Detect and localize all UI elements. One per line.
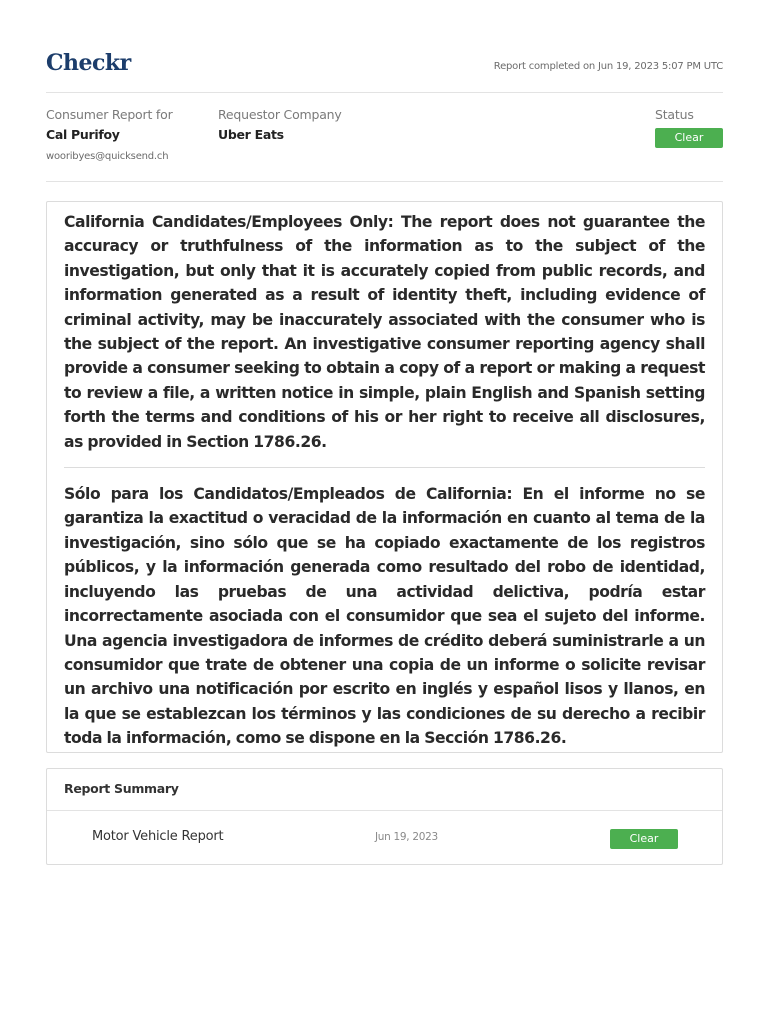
consumer-name: Cal Purifoy — [46, 127, 120, 142]
disclosure-english: California Candidates/Employees Only: The report does not guarantee the accuracy or truthfulness of the information as to the subject of the investigation, but only that it is accurately copied from public records, and information generated as a result of identity theft, including evidence of criminal activity, may be inaccurately associated with the consumer who is the subject of the report. An investigative consumer reporting agency shall provide a consumer seeking to obtain a copy of a report or making a request to review a file, a written notice in simple, plain English and Spanish setting forth the terms and conditions of his or her right to receive all disclosures, as provided in Section 1786.26. — [64, 213, 705, 451]
requestor-label: Requestor Company — [218, 107, 342, 122]
summary-divider — [47, 810, 722, 811]
summary-row-date: Jun 19, 2023 — [375, 831, 438, 843]
report-header — [46, 48, 723, 93]
disclosure-spanish: Sólo para los Candidatos/Empleados de California: En el informe no se garantiza la exactitud o veracidad de la información en cuanto al tema de la investigación, sino sólo que se ha copiado exactamente de los registros públicos, y la información generada como resultado del robo de identidad, incluyendo las pruebas de una actividad delictiva, podría estar incorrectamente asociada con el consumidor que sea el sujeto del informe. Una agencia investigadora de informes de crédito deberá suministrarle a un consumidor que trate de obtener una copia de un informe o solicite revisar un archivo una notificación por escrito en inglés y español lisos y llanos, en la que se establezcan los términos y las condiciones de su derecho a recibir toda la información, como se dispone en la Sección 1786.26. — [64, 485, 705, 748]
consumer-label: Consumer Report for — [46, 107, 173, 122]
requestor-company: Uber Eats — [218, 127, 284, 142]
report-completed-timestamp: Report completed on Jun 19, 2023 5:07 PM UTC — [493, 61, 723, 72]
report-summary-title: Report Summary — [64, 781, 179, 796]
requestor-column — [218, 106, 342, 146]
status-badge: Clear — [655, 128, 723, 148]
summary-row-name[interactable]: Motor Vehicle Report — [92, 829, 224, 844]
consumer-column — [46, 106, 173, 168]
disclosure-divider — [64, 467, 705, 468]
status-column — [655, 106, 723, 148]
consumer-email: wooribyes@quicksend.ch — [46, 151, 169, 162]
summary-row-status-badge: Clear — [610, 829, 678, 849]
report-info-section — [46, 106, 723, 182]
report-summary-card — [46, 768, 723, 865]
status-label: Status — [655, 107, 694, 122]
california-disclosure — [46, 201, 723, 753]
checkr-logo: Checkr — [46, 50, 131, 76]
